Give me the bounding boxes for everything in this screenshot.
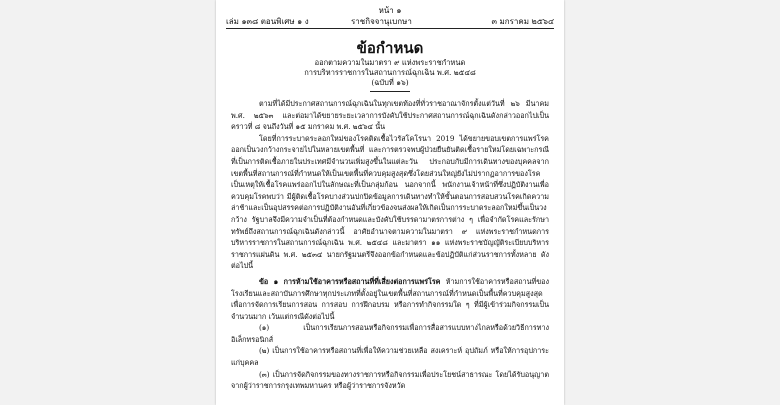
- title-divider: [370, 91, 410, 92]
- document-title: ข้อกำหนด: [356, 39, 424, 57]
- clause-1: [231, 276, 549, 322]
- document-edition: (ฉบับที่ ๑๖): [371, 78, 409, 87]
- document-subtitle-2: การบริหารราชการในสถานการณ์ฉุกเฉิน พ.ศ. ๒๕๔๘: [304, 68, 476, 77]
- paragraph: ตามที่ได้มีประกาศสถานการณ์ฉุกเฉินในทุกเขตท้องที่ทั่วราชอาณาจักรตั้งแต่วันที่ ๒๖ มีนาคม พ.ศ. ๒๕๖๓ และต่อมาได้ขยายระยะเวลาการบังคับใช้ประกาศสถานการณ์ฉุกเฉินดังกล่าวออกไปเป็นคราวที่ ๘ จนถึงวันที่ ๑๕ มกราคม พ.ศ. ๒๕๖๔ นั้น: [231, 99, 549, 132]
- clause-item: (๑) เป็นการเรียนการสอนหรือกิจกรรมเพื่อการสื่อสารแบบทางไกลหรือด้วยวิธีการทางอิเล็กทรอนิกส์: [231, 323, 549, 344]
- gazette-header: [226, 15, 554, 27]
- document-page: [216, 0, 564, 405]
- publish-date: ๓ มกราคม ๒๕๖๔: [491, 17, 554, 26]
- gazette-name: ราชกิจจานุเบกษา: [351, 17, 412, 26]
- clause-1-heading: ข้อ ๑ การห้ามใช้อาคารหรือสถานที่ที่เสี่ยงต่อการแพร่โรค: [259, 276, 441, 286]
- header-divider: [226, 28, 554, 29]
- clause-item: (๓) เป็นการจัดกิจกรรมของทางราชการหรือกิจกรรมเพื่อประโยชน์สาธารณะ โดยได้รับอนุญาตจากผู้ว่าราชการกรุงเทพมหานคร หรือผู้ว่าราชการจังหวัด: [231, 369, 549, 391]
- paragraph: โดยที่การระบาดระลอกใหม่ของโรคติดเชื้อไวรัสโคโรนา 2019 ได้ขยายขอบเขตการแพร่โรคออกเป็นวงกว้างกระจายไปในหลายเขตพื้นที่ และการตรวจพบผู้ป่วยยืนยันติดเชื้อรายใหม่โดยเฉพาะกรณีที่เป็นการติดเชื้อภายในประเทศมีจำนวนเพิ่มสูงขึ้นในแต่ละวัน ประกอบกับมีการเดินทางของบุคคลจากเขตพื้นที่สถานการณ์ที่กำหนดให้เป็นเขตพื้นที่ควบคุมสูงสุดซึ่งโดยส่วนใหญ่ยังไม่ปรากฏอาการของโรคเป็นเหตุให้เชื้อโรคแพร่ออกไปในลักษณะที่เป็นกลุ่มก้อน นอกจากนี้ พนักงานเจ้าหน้าที่ซึ่งปฏิบัติงานเพื่อควบคุมโรคพบว่า มีผู้ติดเชื้อโรคบางส่วนปกปิดข้อมูลการเดินทางทำให้ขั้นตอนการสอบสวนโรคเกิดความล่าช้าและเป็นอุปสรรคต่อการปฏิบัติงานอันที่เกี่ยวข้องจนส่งผลให้เกิดเป็นการระบาดระลอกใหม่ขึ้นเป็นวงกว้าง รัฐบาลจึงมีความจำเป็นที่ต้องกำหนดและบังคับใช้บรรดามาตรการต่าง ๆ เพื่อจำกัดโรคและรักษาทรัพย์ถึงสถานการณ์ฉุกเฉินดังกล่าวนี้ อาศัยอำนาจตามความในมาตรา ๙ แห่งพระราชกำหนดการบริหารราชการในสถานการณ์ฉุกเฉิน พ.ศ. ๒๕๔๘ และมาตรา ๑๑ แห่งพระราชบัญญัติระเบียบบริหารราชการแผ่นดิน พ.ศ. ๒๕๓๔ นายกรัฐมนตรีจึงออกข้อกำหนดและข้อปฏิบัติแก่ส่วนราชการทั้งหลาย ดังต่อไปนี้: [231, 133, 549, 271]
- page-number: หน้า ๑: [378, 6, 402, 15]
- clause-item: (๒) เป็นการใช้อาคารหรือสถานที่เพื่อให้ความช่วยเหลือ สงเคราะห์ อุปถัมภ์ หรือให้การอุปการะแก่บุคคล: [231, 346, 549, 368]
- document-subtitle-1: ออกตามความในมาตรา ๙ แห่งพระราชกำหนด: [314, 58, 466, 67]
- document-body: [231, 98, 549, 392]
- clause-1-text: ห้ามการใช้อาคารหรือสถานที่ของโรงเรียนและสถาบันการศึกษาทุกประเภทที่ตั้งอยู่ในเขตพื้นที่สถานการณ์ที่กำหนดเป็นพื้นที่ควบคุมสูงสุด เพื่อการจัดการเรียนการสอน การสอบ การฝึกอบรม หรือการทำกิจกรรมใด ๆ ที่มีผู้เข้าร่วมกิจกรรมเป็นจำนวนมาก เว้นแต่กรณีดังต่อไปนี้: [231, 276, 549, 321]
- volume-issue: เล่ม ๑๓๘ ตอนพิเศษ ๑ ง: [226, 17, 309, 26]
